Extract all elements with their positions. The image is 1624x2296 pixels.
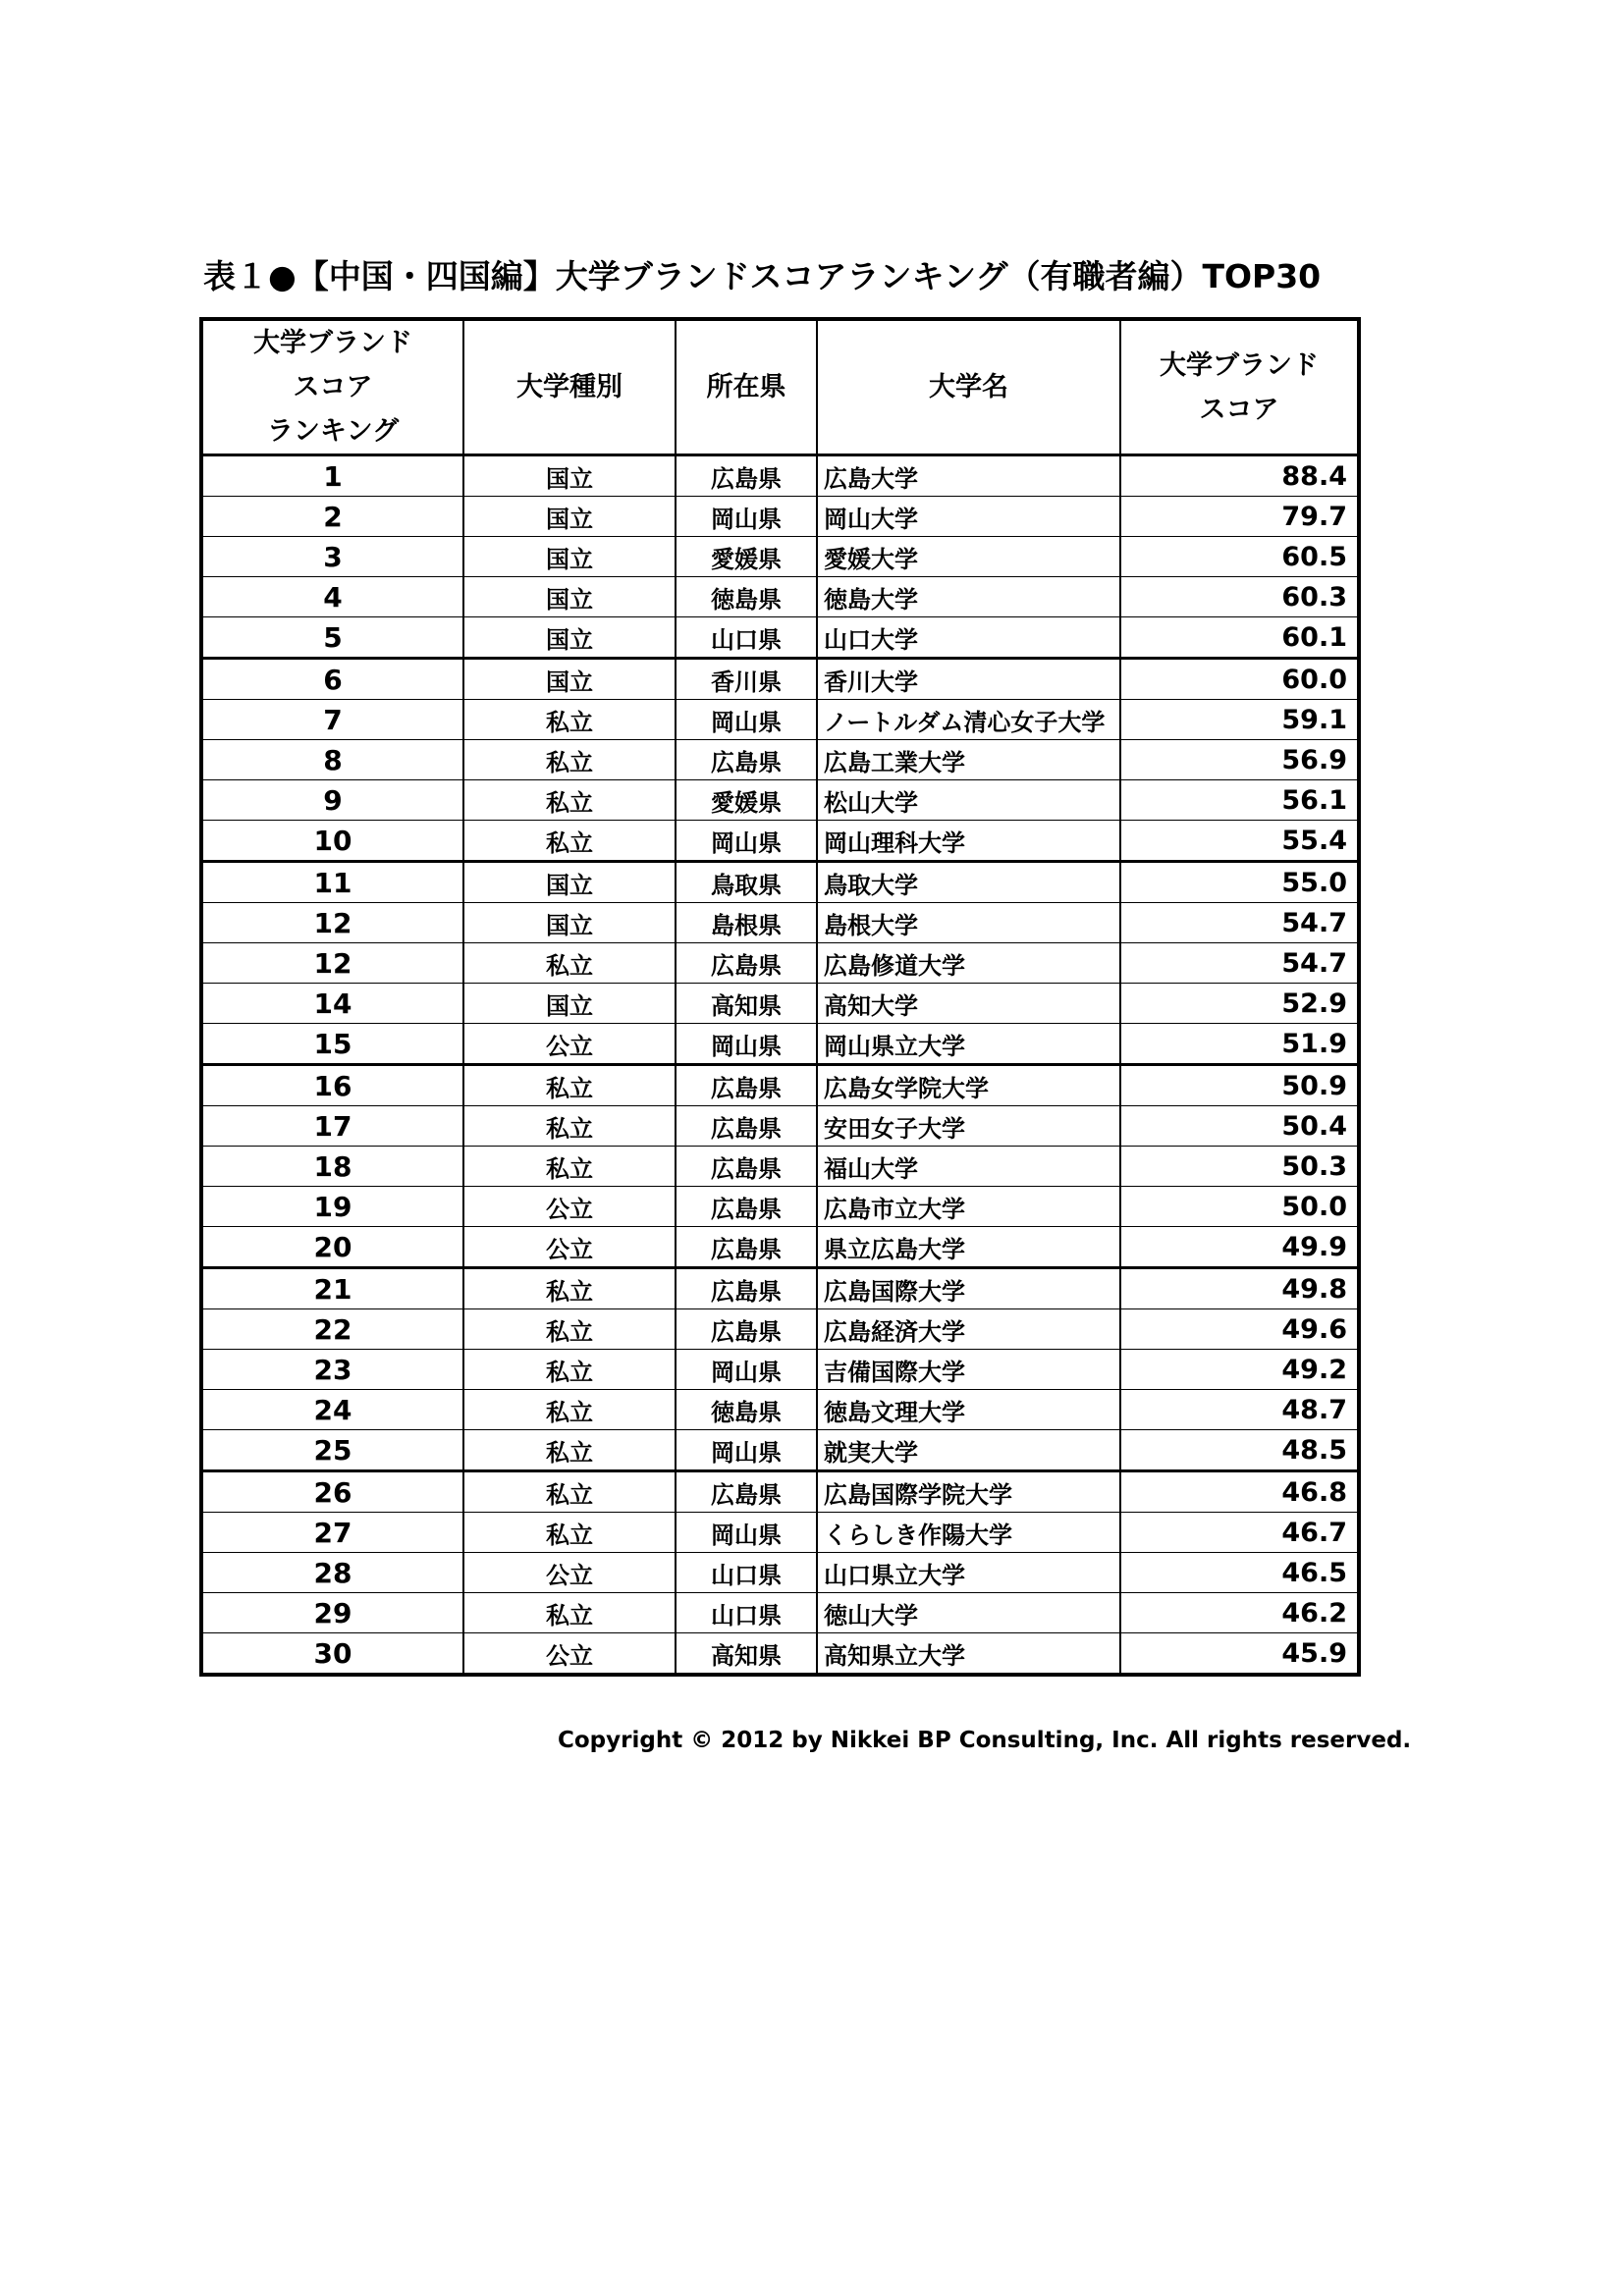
cell-pref: 岡山県 — [676, 1513, 817, 1553]
cell-pref: 広島県 — [676, 1309, 817, 1350]
table-row — [201, 1065, 1359, 1106]
table-row — [201, 780, 1359, 821]
header-row — [201, 319, 1359, 455]
cell-pref: 広島県 — [676, 1065, 817, 1106]
cell-type: 私立 — [463, 1309, 676, 1350]
cell-name: 岡山県立大学 — [817, 1024, 1120, 1065]
header-rank-line: 大学ブランド — [253, 328, 412, 358]
cell-type: 私立 — [463, 1065, 676, 1106]
cell-type: 私立 — [463, 700, 676, 740]
cell-rank: 7 — [201, 700, 463, 740]
cell-type: 私立 — [463, 943, 676, 984]
table-row — [201, 537, 1359, 577]
cell-pref: 徳島県 — [676, 577, 817, 617]
table-row — [201, 943, 1359, 984]
header-score-line: 大学ブランド — [1160, 349, 1319, 381]
cell-pref: 広島県 — [676, 943, 817, 984]
cell-name: 松山大学 — [817, 780, 1120, 821]
cell-pref: 徳島県 — [676, 1390, 817, 1430]
cell-name: 広島女学院大学 — [817, 1065, 1120, 1106]
cell-type: 私立 — [463, 1513, 676, 1553]
table-row — [201, 862, 1359, 903]
cell-score: 54.7 — [1120, 903, 1359, 943]
cell-rank: 29 — [201, 1593, 463, 1633]
table-row — [201, 1227, 1359, 1268]
cell-rank: 23 — [201, 1350, 463, 1390]
cell-score: 56.1 — [1120, 780, 1359, 821]
header-rank-line: ランキング — [266, 416, 400, 447]
cell-name: 山口県立大学 — [817, 1553, 1120, 1593]
cell-name: 岡山大学 — [817, 497, 1120, 537]
cell-name: 愛媛大学 — [817, 537, 1120, 577]
cell-name: ノートルダム清心女子大学 — [817, 700, 1120, 740]
cell-type: 私立 — [463, 740, 676, 780]
cell-type: 国立 — [463, 617, 676, 659]
cell-name: 高知県立大学 — [817, 1633, 1120, 1676]
table-row — [201, 1553, 1359, 1593]
cell-rank: 21 — [201, 1268, 463, 1309]
cell-rank: 3 — [201, 537, 463, 577]
cell-name: 高知大学 — [817, 984, 1120, 1024]
header-score — [1120, 319, 1359, 455]
cell-type: 私立 — [463, 1430, 676, 1471]
cell-type: 私立 — [463, 1147, 676, 1187]
cell-name: 徳山大学 — [817, 1593, 1120, 1633]
table-row — [201, 497, 1359, 537]
cell-type: 公立 — [463, 1024, 676, 1065]
cell-pref: 広島県 — [676, 1147, 817, 1187]
cell-rank: 30 — [201, 1633, 463, 1676]
cell-pref: 山口県 — [676, 1553, 817, 1593]
cell-score: 60.3 — [1120, 577, 1359, 617]
cell-score: 49.2 — [1120, 1350, 1359, 1390]
cell-pref: 岡山県 — [676, 1024, 817, 1065]
cell-score: 45.9 — [1120, 1633, 1359, 1676]
table-row — [201, 455, 1359, 497]
cell-score: 60.0 — [1120, 659, 1359, 700]
cell-name: 県立広島大学 — [817, 1227, 1120, 1268]
cell-name: 岡山理科大学 — [817, 821, 1120, 862]
cell-pref: 広島県 — [676, 1187, 817, 1227]
cell-score: 55.0 — [1120, 862, 1359, 903]
cell-name: 就実大学 — [817, 1430, 1120, 1471]
header-pref: 所在県 — [676, 319, 817, 455]
cell-rank: 19 — [201, 1187, 463, 1227]
cell-pref: 岡山県 — [676, 1430, 817, 1471]
cell-score: 56.9 — [1120, 740, 1359, 780]
cell-name: 福山大学 — [817, 1147, 1120, 1187]
cell-type: 国立 — [463, 984, 676, 1024]
cell-type: 私立 — [463, 821, 676, 862]
cell-rank: 28 — [201, 1553, 463, 1593]
table-body — [201, 455, 1359, 1676]
cell-score: 88.4 — [1120, 455, 1359, 497]
cell-rank: 20 — [201, 1227, 463, 1268]
cell-pref: 島根県 — [676, 903, 817, 943]
table-row — [201, 1024, 1359, 1065]
cell-pref: 山口県 — [676, 617, 817, 659]
table-row — [201, 1147, 1359, 1187]
cell-score: 48.5 — [1120, 1430, 1359, 1471]
ranking-table — [199, 317, 1361, 1677]
cell-rank: 26 — [201, 1471, 463, 1513]
cell-score: 79.7 — [1120, 497, 1359, 537]
cell-pref: 岡山県 — [676, 497, 817, 537]
cell-score: 46.2 — [1120, 1593, 1359, 1633]
cell-score: 59.1 — [1120, 700, 1359, 740]
copyright-notice: Copyright © 2012 by Nikkei BP Consulting, Inc. All rights reserved. — [558, 1728, 1412, 1753]
table-row — [201, 577, 1359, 617]
cell-name: 広島工業大学 — [817, 740, 1120, 780]
table-row — [201, 1268, 1359, 1309]
cell-rank: 16 — [201, 1065, 463, 1106]
cell-rank: 27 — [201, 1513, 463, 1553]
cell-pref: 岡山県 — [676, 821, 817, 862]
cell-score: 50.9 — [1120, 1065, 1359, 1106]
header-type: 大学種別 — [463, 319, 676, 455]
header-rank — [201, 319, 463, 455]
cell-rank: 6 — [201, 659, 463, 700]
cell-type: 国立 — [463, 537, 676, 577]
cell-score: 51.9 — [1120, 1024, 1359, 1065]
cell-name: 広島修道大学 — [817, 943, 1120, 984]
table-row — [201, 1471, 1359, 1513]
cell-type: 私立 — [463, 1106, 676, 1147]
cell-name: 島根大学 — [817, 903, 1120, 943]
cell-rank: 14 — [201, 984, 463, 1024]
cell-type: 私立 — [463, 1350, 676, 1390]
cell-pref: 広島県 — [676, 740, 817, 780]
table-row — [201, 1593, 1359, 1633]
cell-name: 安田女子大学 — [817, 1106, 1120, 1147]
cell-pref: 愛媛県 — [676, 537, 817, 577]
table-row — [201, 903, 1359, 943]
cell-score: 50.3 — [1120, 1147, 1359, 1187]
cell-score: 55.4 — [1120, 821, 1359, 862]
cell-name: 香川大学 — [817, 659, 1120, 700]
table-row — [201, 1187, 1359, 1227]
table-row — [201, 1106, 1359, 1147]
table-row — [201, 700, 1359, 740]
cell-name: 徳島大学 — [817, 577, 1120, 617]
cell-type: 公立 — [463, 1553, 676, 1593]
table-title: 表１●【中国・四国編】大学ブランドスコアランキング（有職者編）TOP30 — [203, 257, 1322, 295]
cell-score: 46.8 — [1120, 1471, 1359, 1513]
cell-rank: 11 — [201, 862, 463, 903]
cell-type: 国立 — [463, 659, 676, 700]
cell-score: 52.9 — [1120, 984, 1359, 1024]
table-row — [201, 1513, 1359, 1553]
cell-type: 私立 — [463, 1390, 676, 1430]
cell-rank: 10 — [201, 821, 463, 862]
cell-type: 国立 — [463, 455, 676, 497]
cell-pref: 高知県 — [676, 1633, 817, 1676]
cell-pref: 広島県 — [676, 455, 817, 497]
cell-score: 49.6 — [1120, 1309, 1359, 1350]
cell-type: 私立 — [463, 1471, 676, 1513]
cell-rank: 2 — [201, 497, 463, 537]
cell-name: 鳥取大学 — [817, 862, 1120, 903]
cell-rank: 17 — [201, 1106, 463, 1147]
cell-score: 50.4 — [1120, 1106, 1359, 1147]
cell-pref: 広島県 — [676, 1227, 817, 1268]
cell-pref: 岡山県 — [676, 1350, 817, 1390]
cell-pref: 山口県 — [676, 1593, 817, 1633]
header-score-line: スコア — [1199, 394, 1279, 425]
table-row — [201, 617, 1359, 659]
cell-type: 公立 — [463, 1227, 676, 1268]
cell-score: 54.7 — [1120, 943, 1359, 984]
cell-type: 国立 — [463, 862, 676, 903]
table-row — [201, 740, 1359, 780]
cell-pref: 香川県 — [676, 659, 817, 700]
cell-score: 48.7 — [1120, 1390, 1359, 1430]
cell-rank: 24 — [201, 1390, 463, 1430]
cell-name: 広島大学 — [817, 455, 1120, 497]
header-name: 大学名 — [817, 319, 1120, 455]
cell-rank: 18 — [201, 1147, 463, 1187]
cell-score: 49.9 — [1120, 1227, 1359, 1268]
cell-name: 広島市立大学 — [817, 1187, 1120, 1227]
cell-score: 46.5 — [1120, 1553, 1359, 1593]
cell-rank: 1 — [201, 455, 463, 497]
cell-rank: 4 — [201, 577, 463, 617]
cell-pref: 広島県 — [676, 1268, 817, 1309]
table-row — [201, 659, 1359, 700]
header-rank-line: スコア — [293, 372, 373, 402]
cell-score: 46.7 — [1120, 1513, 1359, 1553]
table-row — [201, 1390, 1359, 1430]
cell-type: 公立 — [463, 1187, 676, 1227]
cell-rank: 22 — [201, 1309, 463, 1350]
cell-pref: 鳥取県 — [676, 862, 817, 903]
table-row — [201, 1309, 1359, 1350]
cell-name: 広島国際大学 — [817, 1268, 1120, 1309]
cell-type: 公立 — [463, 1633, 676, 1676]
cell-rank: 12 — [201, 943, 463, 984]
cell-rank: 15 — [201, 1024, 463, 1065]
table-row — [201, 821, 1359, 862]
cell-type: 私立 — [463, 1268, 676, 1309]
cell-type: 国立 — [463, 577, 676, 617]
cell-rank: 25 — [201, 1430, 463, 1471]
cell-score: 60.1 — [1120, 617, 1359, 659]
table-row — [201, 1633, 1359, 1676]
cell-score: 50.0 — [1120, 1187, 1359, 1227]
cell-rank: 12 — [201, 903, 463, 943]
cell-pref: 愛媛県 — [676, 780, 817, 821]
cell-name: 広島国際学院大学 — [817, 1471, 1120, 1513]
table-row — [201, 1430, 1359, 1471]
cell-name: くらしき作陽大学 — [817, 1513, 1120, 1553]
table-row — [201, 984, 1359, 1024]
cell-type: 国立 — [463, 497, 676, 537]
cell-score: 60.5 — [1120, 537, 1359, 577]
cell-type: 私立 — [463, 780, 676, 821]
cell-pref: 広島県 — [676, 1106, 817, 1147]
cell-name: 徳島文理大学 — [817, 1390, 1120, 1430]
table-row — [201, 1350, 1359, 1390]
cell-score: 49.8 — [1120, 1268, 1359, 1309]
cell-pref: 広島県 — [676, 1471, 817, 1513]
cell-rank: 5 — [201, 617, 463, 659]
cell-type: 私立 — [463, 1593, 676, 1633]
cell-rank: 8 — [201, 740, 463, 780]
cell-name: 吉備国際大学 — [817, 1350, 1120, 1390]
cell-name: 広島経済大学 — [817, 1309, 1120, 1350]
cell-rank: 9 — [201, 780, 463, 821]
cell-pref: 高知県 — [676, 984, 817, 1024]
cell-name: 山口大学 — [817, 617, 1120, 659]
cell-type: 国立 — [463, 903, 676, 943]
cell-pref: 岡山県 — [676, 700, 817, 740]
